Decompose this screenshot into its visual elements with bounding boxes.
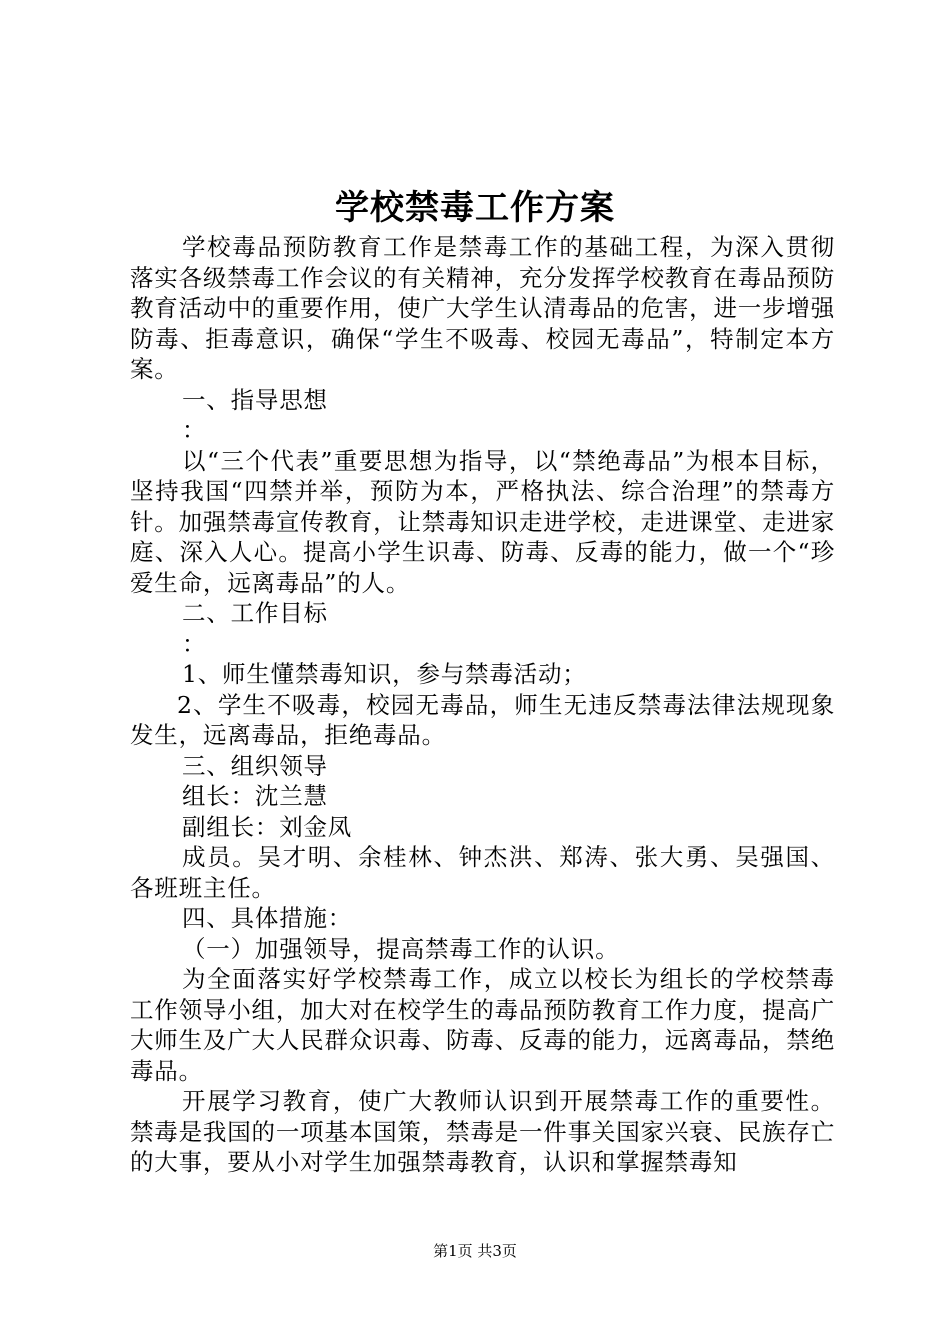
guiding-ideology-paragraph: 以“三个代表”重要思想为指导，以“禁绝毒品”为根本目标，坚持我国“四禁并举，预防为本，严格执法、综合治理”的禁毒方针。加强禁毒宣传教育，让禁毒知识走进学校，走进课堂、走进家庭、深入人心。提高小学生识毒、防毒、反毒的能力，做一个“珍爱生命，远离毒品”的人。: [130, 446, 835, 597]
section-heading-organization: 三、组织领导: [182, 751, 328, 780]
colon-line: ：: [182, 629, 207, 658]
members-line: 成员。吴才明、余桂林、钟杰洪、郑涛、张大勇、吴强国、各班班主任。: [130, 843, 835, 902]
section-heading-guiding-ideology: 一、指导思想: [182, 385, 328, 414]
section-heading-work-goals: 二、工作目标: [182, 599, 328, 627]
section-heading-measures: 四、具体措施：: [182, 904, 353, 932]
measures-paragraph-1: 为全面落实好学校禁毒工作，成立以校长为组长的学校禁毒工作领导小组，加大对在校学生的毒品预防教育工作力度，提高广大师生及广大人民群众识毒、防毒、反毒的能力，远离毒品，禁绝毒品。: [130, 965, 835, 1085]
document-title: 学校禁毒工作方案: [335, 188, 615, 228]
document-body: [130, 232, 835, 1178]
goal-item-2: 2、学生不吸毒，校园无毒品，师生无违反禁毒法律法规现象发生，远离毒品，拒绝毒品。: [130, 690, 835, 749]
page-indicator: 第1页 共3页: [433, 1242, 517, 1260]
goal-item-1: 1、师生懂禁毒知识，参与禁毒活动；: [182, 660, 587, 688]
intro-paragraph: 学校毒品预防教育工作是禁毒工作的基础工程，为深入贯彻落实各级禁毒工作会议的有关精神，充分发挥学校教育在毒品预防教育活动中的重要作用，使广大学生认清毒品的危害，进一步增强防毒、拒毒意识，确保“学生不吸毒、校园无毒品”，特制定本方案。: [130, 233, 835, 383]
deputy-leader-line: 副组长：刘金凤: [182, 812, 353, 841]
measures-paragraph-2: 开展学习教育，使广大教师认识到开展禁毒工作的重要性。禁毒是我国的一项基本国策，禁毒是一件事关国家兴衰、民族存亡的大事，要从小对学生加强禁毒教育，认识和掌握禁毒知: [130, 1087, 835, 1176]
subsection-heading-1: （一）加强领导，提高禁毒工作的认识。: [182, 934, 620, 963]
team-leader-line: 组长：沈兰慧: [182, 782, 328, 810]
colon-line: ：: [182, 416, 207, 444]
